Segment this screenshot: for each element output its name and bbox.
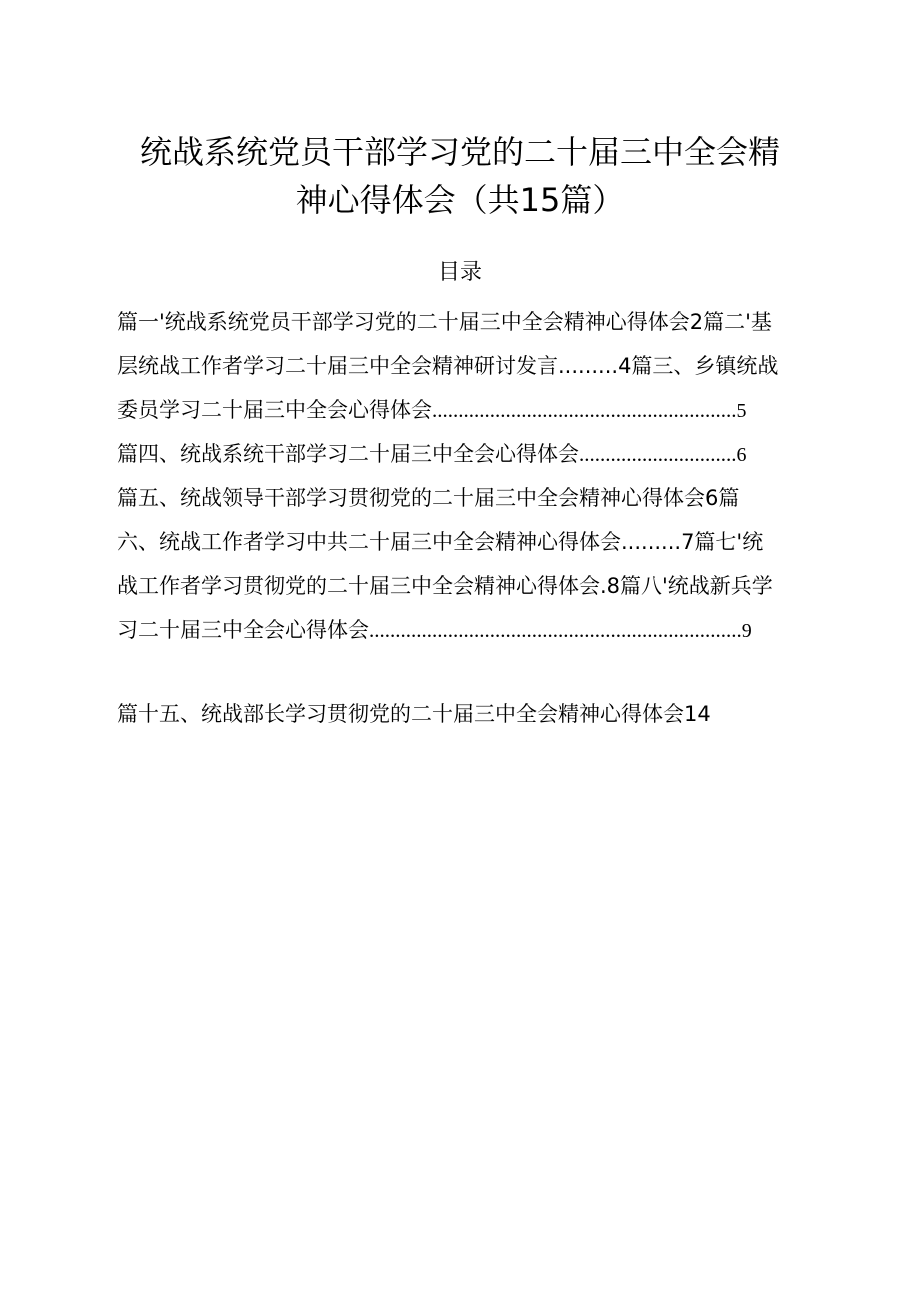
document-title-line-2: 神心得体会（共15篇） — [295, 181, 625, 219]
toc-line-text: 战工作者学习贯彻党的二十届三中全会精神心得体会.8篇八'统战新兵学 — [117, 574, 773, 598]
toc-page-number: 5 — [736, 400, 747, 422]
toc-line-text: 习二十届三中全会心得体会 — [117, 618, 369, 642]
toc-page-number: 9 — [741, 620, 752, 642]
toc-line-text: 篇一'统战系统党员干部学习党的二十届三中全会精神心得体会2篇二'基 — [117, 310, 772, 334]
toc-page-number: 6 — [736, 444, 747, 466]
document-title-line-1: 统战系统党员干部学习党的二十届三中全会精 — [139, 133, 780, 171]
toc-line[interactable] — [117, 694, 837, 734]
toc-line[interactable] — [117, 566, 837, 606]
toc-line[interactable] — [117, 346, 837, 386]
toc-leader-dots: ....................................................................... — [369, 618, 742, 642]
toc-line-text: 篇四、统战系统干部学习二十届三中全会心得体会 — [117, 442, 579, 466]
toc-line-text: 篇十五、统战部长学习贯彻党的二十届三中全会精神心得体会14 — [117, 702, 711, 726]
toc-heading: 目录 — [437, 260, 482, 285]
toc-line-text: 篇五、统战领导干部学习贯彻党的二十届三中全会精神心得体会6篇 — [117, 486, 740, 510]
toc-line[interactable] — [117, 434, 837, 474]
toc-line-text: 委员学习二十届三中全会心得体会 — [117, 398, 432, 422]
toc-line[interactable] — [117, 390, 837, 430]
toc-leader-dots: .............................. — [579, 442, 737, 466]
toc-line-text: 六、统战工作者学习中共二十届三中全会精神心得体会.........7篇七'统 — [117, 530, 764, 554]
toc-leader-dots: .......................................................... — [432, 398, 737, 422]
toc-line[interactable] — [117, 302, 837, 342]
toc-line[interactable] — [117, 610, 837, 650]
toc-line[interactable] — [117, 478, 837, 518]
toc-line[interactable] — [117, 522, 837, 562]
toc-line-text: 层统战工作者学习二十届三中全会精神研讨发言.........4篇三、乡镇统战 — [117, 354, 779, 378]
